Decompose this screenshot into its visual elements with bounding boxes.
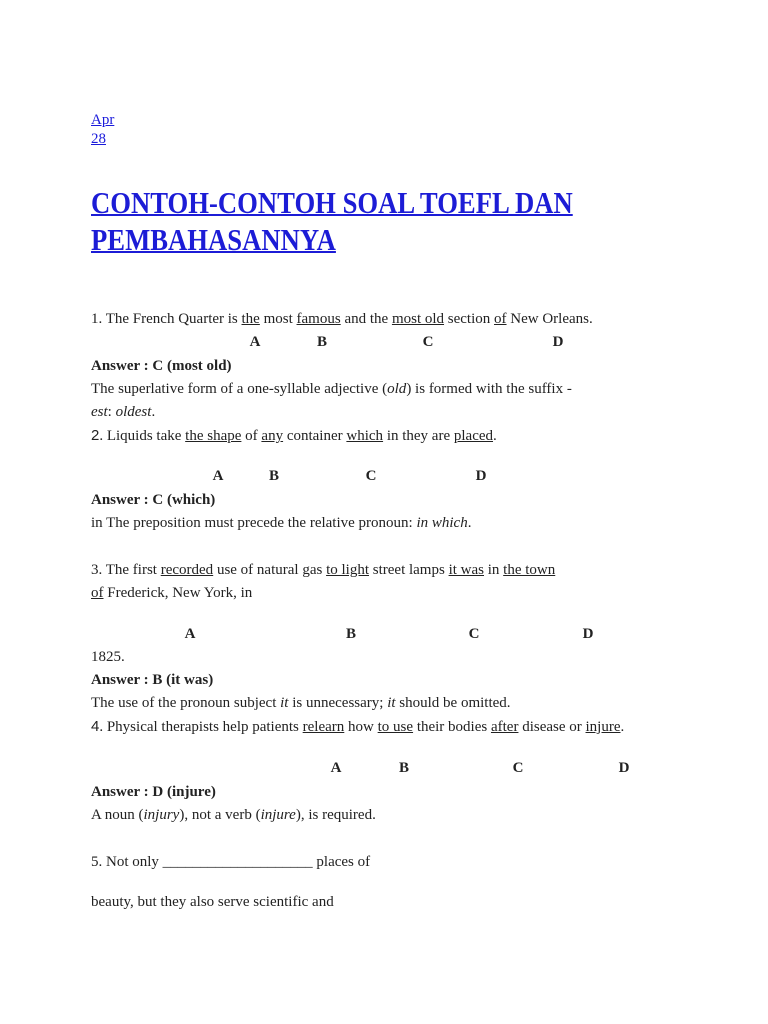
text-segment: of — [241, 428, 262, 444]
question-3 — [91, 561, 555, 579]
explanation-2 — [91, 514, 471, 532]
underlined-segment: most old — [391, 311, 445, 327]
question-1 — [91, 310, 593, 328]
option-a: A — [249, 334, 261, 350]
underlined-segment: the town — [503, 562, 556, 578]
underlined-segment: to light — [326, 562, 369, 578]
italic-segment: est — [91, 404, 108, 420]
underlined-segment: it was — [448, 562, 484, 578]
text-segment: their bodies — [413, 719, 491, 735]
explanation-1-cont — [91, 403, 155, 421]
text-segment: : — [107, 404, 116, 420]
underlined-segment: after — [490, 719, 519, 735]
question-4-text — [99, 719, 624, 735]
text-segment: how — [344, 719, 378, 735]
underlined-segment: injure — [585, 719, 621, 735]
underlined-segment: of — [91, 585, 104, 601]
text-segment: The superlative form of a one-syllable adjective ( — [91, 381, 388, 397]
option-d: D — [618, 760, 630, 776]
italic-segment: it — [387, 695, 396, 711]
option-b: B — [398, 760, 410, 776]
answer-4: Answer : D (injure) — [91, 784, 216, 800]
text-segment: use of natural gas — [213, 562, 327, 578]
option-b: B — [268, 468, 280, 484]
option-a: A — [212, 468, 224, 484]
text-segment: . — [493, 428, 497, 444]
text-segment: ), is required. — [295, 807, 376, 823]
answer-3: Answer : B (it was) — [91, 672, 214, 688]
underlined-segment: to use — [377, 719, 414, 735]
text-segment: A noun ( — [91, 807, 144, 823]
italic-segment: oldest — [115, 404, 152, 420]
question-3-cont — [91, 584, 252, 602]
question-number: 2 — [91, 427, 100, 444]
text-segment: and the — [340, 311, 392, 327]
text-segment: should be omitted. — [395, 695, 511, 711]
underlined-segment: famous — [296, 311, 341, 327]
italic-segment: in which — [416, 515, 468, 531]
underlined-segment: relearn — [302, 719, 345, 735]
italic-segment: injure — [260, 807, 296, 823]
option-b: B — [345, 626, 357, 642]
text-segment: . — [151, 404, 156, 420]
text-segment: section — [444, 311, 495, 327]
post-title-line2[interactable]: PEMBAHASANNYA — [91, 222, 336, 257]
text-segment: street lamps — [369, 562, 449, 578]
text-segment: in they are — [383, 428, 454, 444]
question-3-year: 1825. — [91, 649, 125, 665]
date-day-link[interactable]: 28 — [91, 131, 106, 147]
italic-segment: injury — [143, 807, 180, 823]
option-c: C — [365, 468, 377, 484]
question-5-cont: beauty, but they also serve scientific and — [91, 894, 334, 910]
text-segment: . Liquids take — [99, 428, 186, 444]
text-segment: container — [283, 428, 347, 444]
text-segment: . Physical therapists help patients — [99, 719, 303, 735]
text-segment: disease or — [518, 719, 586, 735]
option-c: C — [512, 760, 524, 776]
italic-segment: it — [280, 695, 289, 711]
text-segment: in The preposition must precede the relative pronoun: — [91, 515, 417, 531]
underlined-segment: the — [241, 311, 260, 327]
text-segment: most — [259, 311, 297, 327]
text-segment: . — [620, 719, 625, 735]
option-d: D — [475, 468, 487, 484]
explanation-3 — [91, 694, 511, 712]
text-segment: is unnecessary; — [288, 695, 388, 711]
option-b: B — [316, 334, 328, 350]
question-4 — [91, 718, 624, 736]
option-a: A — [184, 626, 196, 642]
question-2-text — [99, 428, 496, 444]
post-title-line1[interactable]: CONTOH-CONTOH SOAL TOEFL DAN — [91, 185, 573, 220]
answer-1: Answer : C (most old) — [91, 358, 232, 374]
text-segment: 1. The French Quarter is — [91, 311, 242, 327]
answer-2: Answer : C (which) — [91, 492, 216, 508]
text-segment: . — [467, 515, 472, 531]
text-segment: in — [484, 562, 504, 578]
text-segment: ), not a verb ( — [179, 807, 261, 823]
underlined-segment: any — [261, 428, 284, 444]
text-segment: ) is formed with the suffix - — [406, 381, 572, 397]
question-2 — [91, 427, 497, 445]
text-segment: 3. The first — [91, 562, 161, 578]
option-c: C — [422, 334, 434, 350]
underlined-segment: which — [346, 428, 384, 444]
option-d: D — [552, 334, 564, 350]
underlined-segment: recorded — [160, 562, 214, 578]
date-month-link[interactable]: Apr — [91, 112, 115, 128]
explanation-4 — [91, 806, 376, 824]
italic-segment: old — [387, 381, 407, 397]
underlined-segment: the shape — [185, 428, 242, 444]
option-a: A — [330, 760, 342, 776]
underlined-segment: of — [494, 311, 507, 327]
option-d: D — [582, 626, 594, 642]
explanation-1 — [91, 380, 572, 398]
option-c: C — [468, 626, 480, 642]
text-segment: New Orleans. — [506, 311, 593, 327]
underlined-segment: placed — [453, 428, 494, 444]
question-5: 5. Not only ____________________ places of — [91, 854, 371, 870]
text-segment: The use of the pronoun subject — [91, 695, 281, 711]
question-number: 4 — [91, 718, 100, 735]
text-segment: Frederick, New York, in — [103, 585, 253, 601]
